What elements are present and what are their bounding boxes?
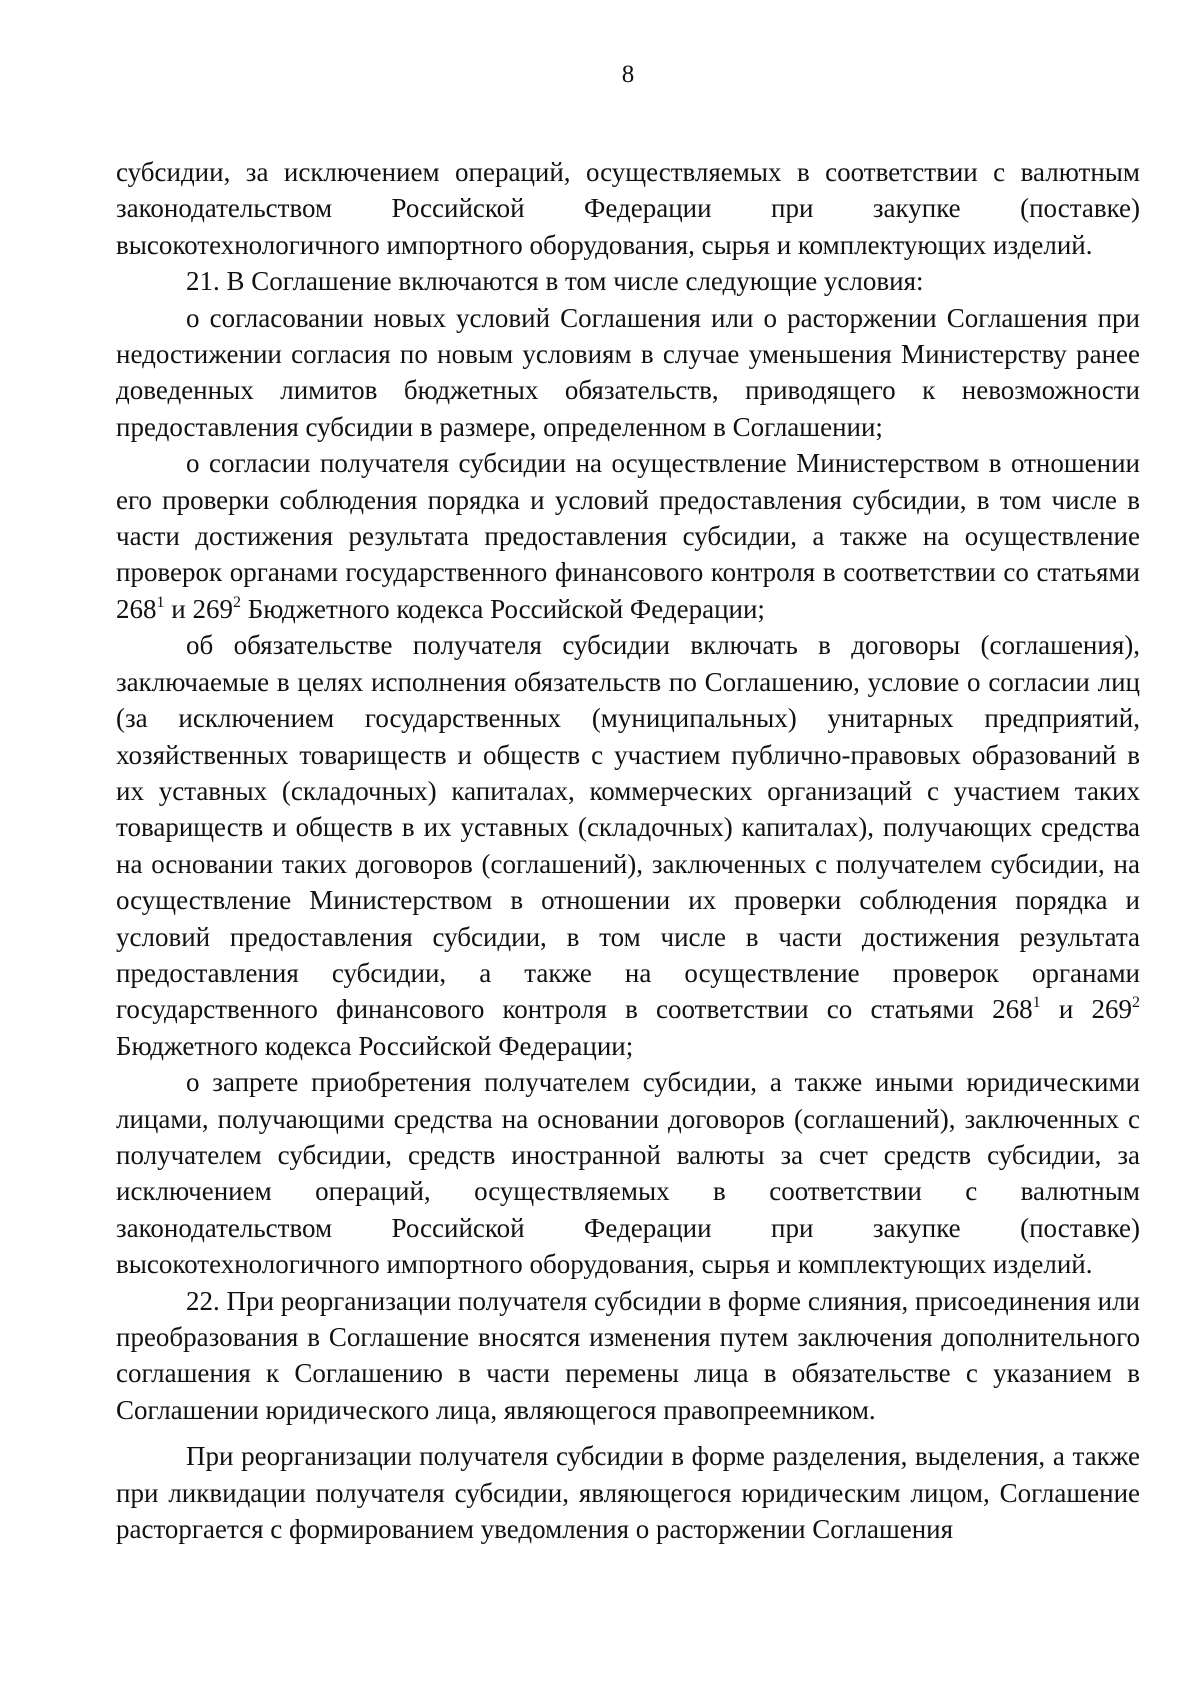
superscript: 1	[156, 593, 165, 611]
page-number: 8	[621, 61, 635, 88]
paragraph-text: и 269	[1040, 994, 1132, 1025]
superscript: 2	[1132, 994, 1140, 1012]
paragraph-text: и 269	[164, 593, 233, 624]
document-body	[116, 154, 1140, 1547]
superscript: 2	[232, 593, 241, 611]
paragraph-clause-22: 22. При реорганизации получателя субсидии в форме слияния, присоединения или преобразования в Соглашение вносятся изменения путем заключения дополнительного соглашения к Соглашению в части перемены лица в обязательстве с указанием в Соглашении юридического лица, являющегося правопреемником.	[116, 1285, 1140, 1425]
superscript: 1	[1032, 994, 1041, 1012]
paragraph-text: Бюджетного кодекса Российской Федерации;	[240, 593, 765, 624]
paragraph-text: об обязательстве получателя субсидии включать в договоры (соглашения), заключаемые в целях исполнения обязательств по Соглашению, условие о согласии лиц (за исключением государственных (муниципальных) унитарных предприятий, хозяйственных товариществ и обществ с участием публично-правовых образований в их уставных (складочных) капиталах, коммерческих организаций с участием таких товариществ и обществ в их уставных (складочных) капиталах), получающих средства на основании таких договоров (соглашений), заключенных с получателем субсидии, на осуществление Министерством в отношении их проверки соблюдения порядка и условий предоставления субсидии, в том числе в части достижения результата предоставления субсидии, а также на осуществление проверок органами государственного финансового контроля в соответствии со статьями 268	[116, 630, 1140, 1025]
paragraph-subsidy-continuation: субсидии, за исключением операций, осуществляемых в соответствии с валютным законодательством Российской Федерации при закупке (поставке) высокотехнологичного импортного оборудования, сырья и комплектующих изделий.	[116, 157, 1140, 260]
paragraph-recipient-consent	[116, 445, 1140, 627]
paragraph-currency-ban: о запрете приобретения получателем субсидии, а также иными юридическими лицами, получающими средства на основании договоров (соглашений), заключенных с получателем субсидии, средств иностранной валюты за счет средств субсидии, за исключением операций, осуществляемых в соответствии с валютным законодательством Российской Федерации при закупке (поставке) высокотехнологичного импортного оборудования, сырья и комплектующих изделий.	[116, 1067, 1140, 1280]
paragraph-text: о согласии получателя субсидии на осуществление Министерством в отношении его проверки соблюдения порядка и условий предоставления субсидии, в том числе в части достижения результата предоставления субсидии, а также на осуществление проверок органами государственного финансового контроля в соответствии со статьями 268	[116, 448, 1140, 624]
paragraph-new-conditions: о согласовании новых условий Соглашения или о расторжении Соглашения при недостижении согласия по новым условиям в случае уменьшения Министерству ранее доведенных лимитов бюджетных обязательств, приводящего к невозможности предоставления субсидии в размере, определенном в Соглашении;	[116, 302, 1140, 442]
paragraph-text: Бюджетного кодекса Российской Федерации;	[116, 1030, 634, 1061]
paragraph-liquidation: При реорганизации получателя субсидии в форме разделения, выделения, а также при ликвидации получателя субсидии, являющегося юридическим лицом, Соглашение расторгается с формированием уведомления о расторжении Соглашения	[116, 1441, 1140, 1545]
paragraph-contract-obligation	[116, 627, 1140, 1064]
paragraph-clause-21: 21. В Соглашение включаются в том числе следующие условия:	[186, 266, 924, 297]
